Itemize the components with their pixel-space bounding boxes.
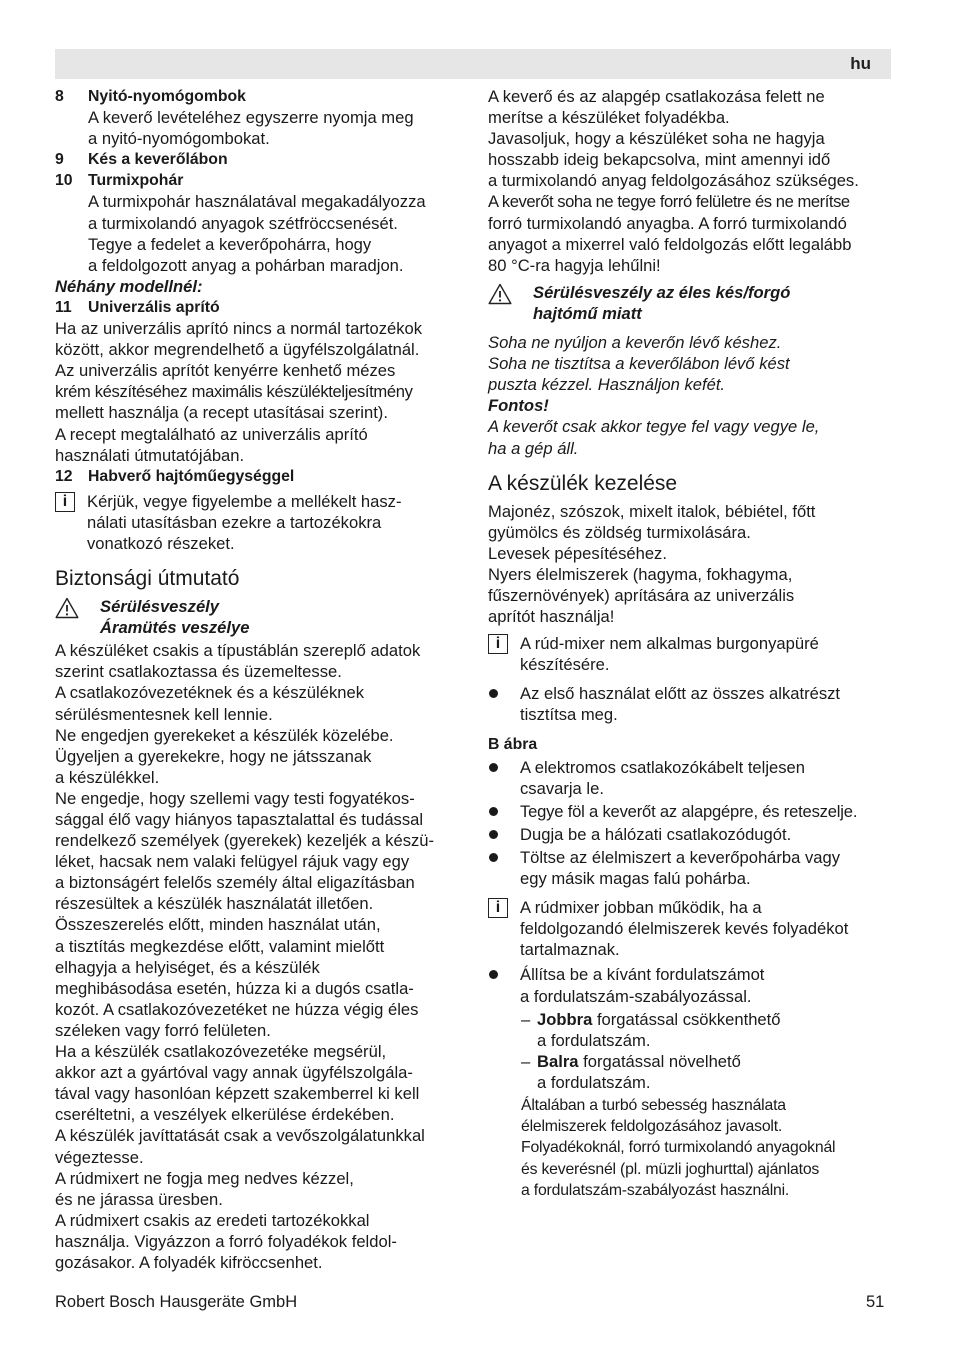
text-line: A készüléket csakis a típustáblán szereplő adatok (55, 641, 421, 661)
page-number: 51 (866, 1293, 885, 1311)
text-line: puszta kézzel. Használjon kefét. (488, 375, 726, 395)
text-line: A recept megtalálható az univerzális aprító (55, 424, 368, 444)
text-line: A csatlakozóvezetéknek és a készüléknek (55, 683, 365, 703)
item-number: 11 (55, 298, 72, 316)
text-line: a fordulatszám. (537, 1030, 651, 1050)
footer-company: Robert Bosch Hausgeräte GmbH (55, 1293, 298, 1311)
warning-title: Áramütés veszélye (100, 618, 250, 638)
item-number: 8 (55, 88, 64, 105)
bullet-dot-icon (488, 847, 520, 889)
item-9 (55, 149, 465, 170)
closing-text (488, 1095, 893, 1201)
warning-block (488, 282, 893, 324)
text-line: és keverésnél (pl. müzli joghurttal) ajánlatos (521, 1160, 820, 1178)
item-11 (55, 297, 465, 318)
dash-item-left (488, 1051, 893, 1093)
item-10-desc (55, 191, 465, 275)
warning-triangle-icon (488, 282, 533, 324)
item-11-desc (55, 318, 465, 466)
text-line: a biztonságért felelős személy által eligazításban (55, 873, 415, 893)
bold-term: Balra (537, 1051, 579, 1071)
text-line: A rúdmixert csakis az eredeti tartozékokkal (55, 1210, 370, 1230)
text-line: kozót. A csatlakozóvezetéket ne húzza végig éles (55, 999, 419, 1019)
text-line: Tegye a fedelet a keverőpohárra, hogy (88, 234, 372, 254)
info-icon: i (55, 492, 75, 512)
text-line: A keverő és az alapgép csatlakozása felett ne (488, 87, 825, 106)
text-line: mellett használja (a recept utasításai szerint). (55, 403, 388, 423)
item-title: Univerzális aprító (88, 298, 220, 316)
some-models-label: Néhány modellnél: (55, 276, 203, 296)
dash-item-right (488, 1009, 893, 1051)
left-column (55, 86, 465, 1273)
text-line: széleken vagy forró felületen. (55, 1020, 271, 1040)
text-line: Az univerzális aprítót kenyérre kenhető mézes (55, 361, 396, 381)
text-line: a készülékkel. (55, 767, 160, 787)
text-line: a fordulatszám-szabályozással. (520, 986, 752, 1006)
language-code: hu (850, 54, 871, 73)
right-column (488, 86, 893, 1201)
text-line: a turmixolandó anyag feldolgozásához szükséges. (488, 171, 859, 191)
item-8-desc (55, 107, 465, 149)
text-fragment: forgatással növelhető (578, 1051, 741, 1071)
item-title: Turmixpohár (88, 172, 184, 190)
text-line: A turmixpohár használatával megakadályozza (88, 192, 426, 212)
bullet-dot-icon (488, 683, 520, 725)
usage-text (488, 501, 893, 628)
text-line: csavarja le. (520, 778, 604, 798)
text-line: a fordulatszám. (537, 1072, 651, 1092)
safety-heading: Biztonsági útmutató (55, 567, 240, 591)
text-line: Ne engedje, hogy szellemi vagy testi fogyatékos- (55, 788, 415, 808)
bullet-item (488, 847, 893, 889)
bullet-item (488, 824, 893, 845)
text-line: léket, hacsak nem valaki felügyel rájuk vagy egy (55, 852, 410, 872)
text-line: aprítót használja! (488, 607, 615, 627)
text-line: cseréltetni, a veszélyek elkerülése érdekében. (55, 1105, 395, 1125)
warning-body (488, 332, 893, 459)
text-line: elhagyja a helyiséget, és a készülék (55, 957, 320, 977)
warning-triangle-icon (55, 596, 100, 638)
text-line: A készülék javíttatását csak a vevőszolgálatunkkal (55, 1126, 425, 1146)
text-line: tartalmaznak. (520, 940, 620, 960)
text-line: és ne járassa üresben. (55, 1189, 223, 1209)
text-line: gyümölcs és zöldség turmixolására. (488, 522, 751, 542)
text-line: A keverő levételéhez egyszerre nyomja meg (88, 108, 414, 128)
bullet-item (488, 964, 893, 1006)
item-10 (55, 170, 465, 191)
text-line: szerint csatlakoztassa és üzemeltesse. (55, 662, 342, 682)
text-line: Soha ne tisztítsa a keverőlábon lévő kést (488, 354, 790, 374)
text-line: Kérjük, vegye figyelembe a mellékelt hasz- (87, 491, 402, 511)
text-line: Folyadékoknál, forró turmixolandó anyagoknál (521, 1139, 836, 1157)
text-line: anyagot a mixerrel való feldolgozás előtt legalább (488, 234, 852, 254)
figure-label: B ábra (488, 735, 538, 753)
text-line: vonatkozó részeket. (87, 533, 235, 553)
text-line: Majonéz, szószok, mixelt italok, bébiétel, főtt (488, 501, 816, 521)
info-icon: i (488, 634, 508, 654)
text-line: fűszernövények) aprítására az univerzális (488, 585, 795, 605)
text-line: rendelkező személyek (gyerekek) kezeljék a készü- (55, 831, 435, 851)
text-line: a turmixolandó anyagok szétfröccsenését. (88, 213, 398, 233)
text-line: készítésére. (520, 655, 610, 675)
text-line: élelmiszerek feldolgozásához javasolt. (521, 1118, 783, 1136)
item-number: 10 (55, 172, 73, 190)
info-note (55, 491, 465, 554)
language-header-bar (55, 49, 891, 79)
text-line: akkor azt a gyártóval vagy annak ügyfélszolgála- (55, 1063, 413, 1083)
info-note (488, 897, 893, 960)
intro-text (488, 86, 893, 276)
info-note (488, 633, 893, 675)
text-line: krém készítéséhez maximális készülékteljesítmény (55, 382, 413, 402)
text-line: A keverőt soha ne tegye forró felületre és ne merítse (488, 192, 850, 212)
item-title: Nyitó-nyomógombok (88, 88, 246, 105)
warning-title: hajtómű miatt (533, 303, 642, 323)
text-line: használja. Vigyázzon a forró folyadékok feldol- (55, 1231, 397, 1251)
item-title: Kés a keverőlábon (88, 151, 228, 169)
text-line: Ne engedjen gyerekeket a készülék közelébe. (55, 725, 394, 745)
text-line: forró turmixolandó anyagba. A forró turmixolandó (488, 213, 847, 233)
text-line: a fordulatszám-szabályozást használni. (521, 1181, 790, 1199)
text-line: Ha az univerzális aprító nincs a normál tartozékok (55, 319, 423, 339)
text-line: tával vagy hasonlóan képzett szakemberrel ki kell (55, 1084, 420, 1104)
bullet-dot-icon (488, 964, 520, 1006)
bold-term: Jobbra (537, 1009, 593, 1029)
warning-title: Sérülésveszély az éles kés/forgó (533, 282, 791, 302)
text-line: sérülésmentesnek kell lennie. (55, 704, 273, 724)
text-line: között, akkor megrendelhető a ügyfélszolgálatnál. (55, 340, 420, 360)
bullet-dot-icon (488, 824, 520, 845)
text-line: a feldolgozott anyag a pohárban maradjon. (88, 255, 404, 275)
text-line: tisztítsa meg. (520, 705, 618, 725)
text-line: Soha ne nyúljon a keverőn lévő késhez. (488, 333, 782, 353)
item-number: 12 (55, 467, 73, 485)
item-number: 9 (55, 151, 64, 169)
text-line: feldolgozandó élelmiszerek kevés folyadékot (520, 919, 849, 939)
text-line: a nyitó-nyomógombokat. (88, 129, 270, 149)
text-line: részesültek a készülék használatát illetően. (55, 894, 374, 914)
dash-marker: – (521, 1009, 531, 1029)
text-line: meghibásodása esetén, húzza ki a dugós csatla- (55, 978, 414, 998)
text-line: használati útmutatójában. (55, 445, 245, 465)
text-line: Általában a turbó sebesség használata (521, 1097, 786, 1115)
text-line: A rúdmixert ne fogja meg nedves kézzel, (55, 1168, 354, 1188)
text-line: A rúd-mixer nem alkalmas burgonyapüré (520, 634, 819, 654)
text-line: merítse a készüléket folyadékba. (488, 108, 730, 128)
text-line: Összeszerelés előtt, minden használat után, (55, 915, 381, 935)
dash-marker: – (521, 1051, 531, 1071)
text-line: egy másik magas falú pohárba. (520, 869, 751, 889)
text-line: hosszabb ideig bekapcsolva, mint amennyi idő (488, 150, 831, 170)
important-label: Fontos! (488, 396, 549, 416)
bullet-item (488, 801, 893, 822)
text-line: 80 °C-ra hagyja lehűlni! (488, 255, 661, 275)
text-line: Dugja be a hálózati csatlakozódugót. (520, 824, 792, 844)
info-icon: i (488, 898, 508, 918)
text-line: A elektromos csatlakozókábelt teljesen (520, 757, 806, 777)
usage-heading: A készülék kezelése (488, 471, 678, 495)
item-title: Habverő hajtóműegységgel (88, 467, 295, 485)
bullet-item (488, 683, 893, 725)
text-line: ha a gép áll. (488, 438, 579, 458)
text-line: gozásakor. A folyadék kifröccsenhet. (55, 1252, 323, 1272)
text-line: A keverőt csak akkor tegye fel vagy vegye le, (488, 417, 820, 437)
text-line: A rúdmixer jobban működik, ha a (520, 898, 762, 918)
warning-block (55, 596, 465, 638)
bullet-dot-icon (488, 801, 520, 822)
text-line: Töltse az élelmiszert a keverőpohárba vagy (520, 848, 841, 867)
bullet-item (488, 757, 893, 799)
text-line: Ha a készülék csatlakozóvezetéke megsérül, (55, 1042, 387, 1062)
text-line: Az első használat előtt az összes alkatrészt (520, 684, 841, 704)
safety-text (55, 640, 465, 1273)
text-line: Nyers élelmiszerek (hagyma, fokhagyma, (488, 564, 793, 584)
bullet-dot-icon (488, 757, 520, 799)
text-fragment: forgatással csökkenthető (592, 1009, 781, 1029)
text-line: a tisztítás megkezdése előtt, valamint mielőtt (55, 936, 385, 956)
text-line: Ügyeljen a gyerekekre, hogy ne játsszanak (55, 746, 372, 766)
item-8 (55, 86, 465, 107)
text-line: Tegye föl a keverőt az alapgépre, és reteszelje. (520, 801, 858, 821)
text-line: sággal élő vagy hiányos tapasztalattal és tudással (55, 810, 424, 829)
warning-title: Sérülésveszély (100, 597, 220, 617)
text-line: nálati utasításban ezekre a tartozékokra (87, 512, 382, 532)
text-line: Javasoljuk, hogy a készüléket soha ne hagyja (488, 129, 825, 149)
text-line: végeztesse. (55, 1147, 144, 1167)
item-12 (55, 466, 465, 487)
text-line: Állítsa be a kívánt fordulatszámot (520, 965, 765, 985)
text-line: Levesek pépesítéséhez. (488, 543, 667, 563)
